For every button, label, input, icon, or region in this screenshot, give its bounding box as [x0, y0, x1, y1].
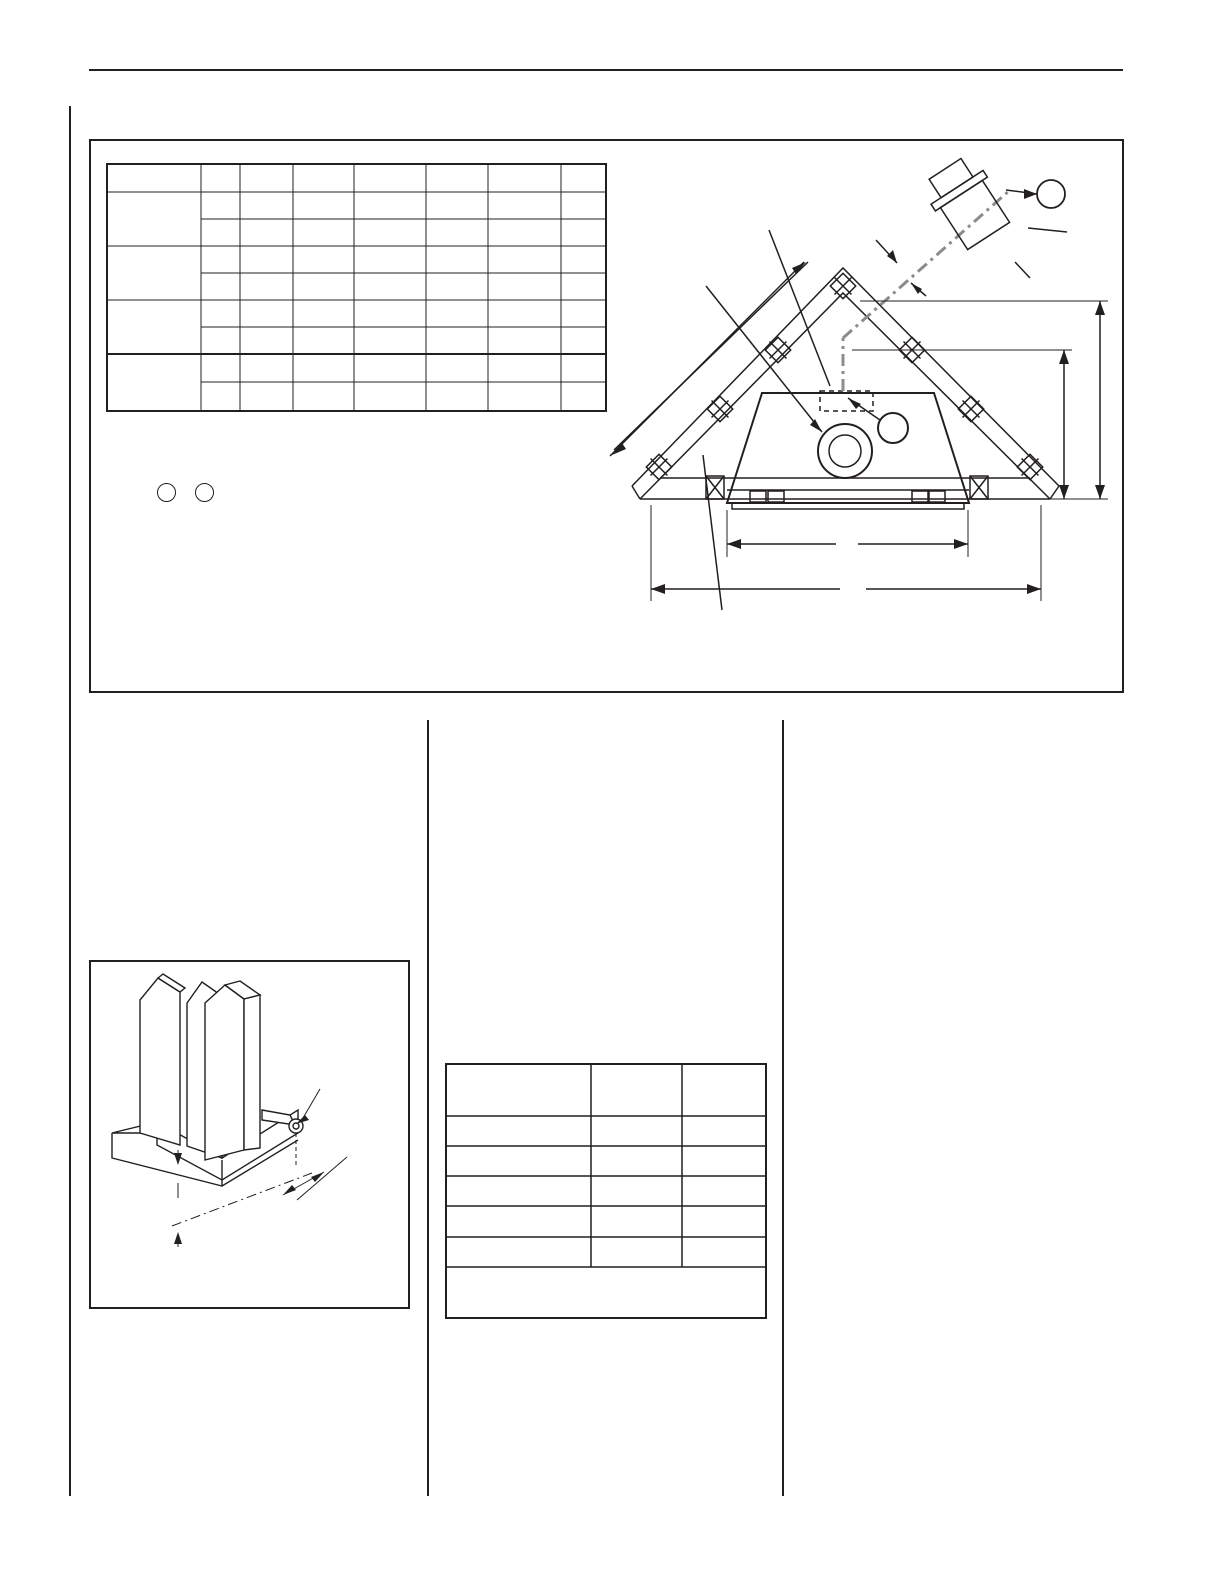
small-table-footnote: [455, 1277, 755, 1307]
small-table: [445, 1063, 767, 1319]
